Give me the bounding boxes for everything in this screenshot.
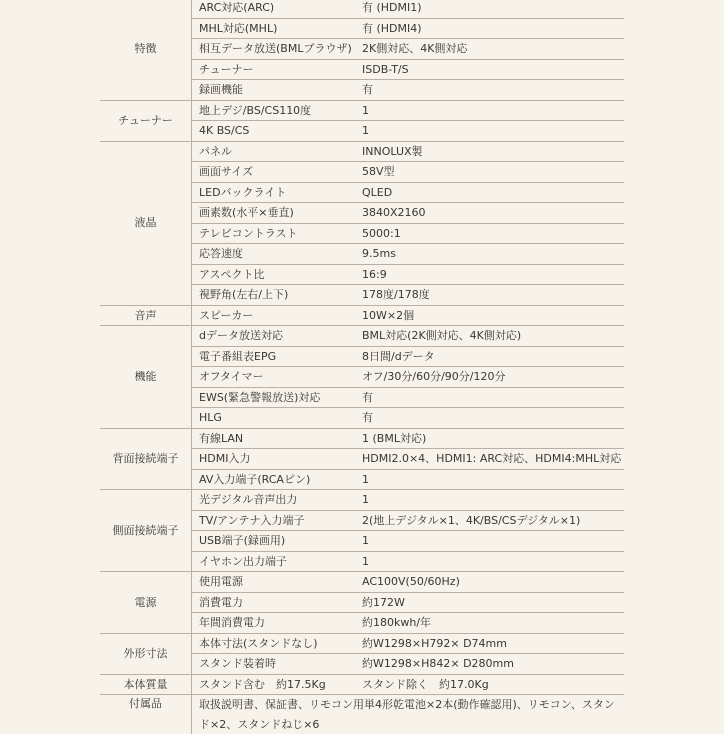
spec-item-label: dデータ放送対応 [192, 326, 363, 347]
spec-item-value: 1 [362, 531, 624, 552]
spec-item-label: 光デジタル音声出力 [192, 490, 363, 511]
spec-row [100, 305, 624, 326]
accessories-value: 取扱説明書、保証書、リモコン用単4形乾電池×2本(動作確認用)、リモコン、スタンド×2、スタンドねじ×6 [192, 695, 625, 734]
spec-item-value: 1 [362, 121, 624, 142]
category-label: 本体質量 [100, 674, 192, 695]
spec-row [100, 572, 624, 593]
spec-item-label: 本体寸法(スタンドなし) [192, 633, 363, 654]
spec-row [100, 326, 624, 347]
spec-item-value: 1 [362, 100, 624, 121]
spec-item-label: 録画機能 [192, 80, 363, 101]
spec-item-label: 地上デジ/BS/CS110度 [192, 100, 363, 121]
spec-item-label: MHL対応(MHL) [192, 18, 363, 39]
spec-item-label: 視野角(左右/上下) [192, 285, 363, 306]
spec-item-label: AV入力端子(RCAピン) [192, 469, 363, 490]
spec-item-value: 2K側対応、4K側対応 [362, 39, 624, 60]
spec-item-value: 有 (HDMI1) [362, 0, 624, 18]
category-label: 電源 [100, 572, 192, 634]
category-label: 外形寸法 [100, 633, 192, 674]
spec-item-label: TV/アンテナ入力端子 [192, 510, 363, 531]
spec-item-label: EWS(緊急警報放送)対応 [192, 387, 363, 408]
spec-row [100, 428, 624, 449]
spec-table-body [100, 0, 624, 734]
spec-item-value: 178度/178度 [362, 285, 624, 306]
spec-item-label: オフタイマー [192, 367, 363, 388]
spec-item-label: テレビコントラスト [192, 223, 363, 244]
spec-item-label: 使用電源 [192, 572, 363, 593]
spec-item-value: 58V型 [362, 162, 624, 183]
spec-item-label: HDMI入力 [192, 449, 363, 470]
category-label: 側面接続端子 [100, 490, 192, 572]
spec-item-label: 有線LAN [192, 428, 363, 449]
category-label: 音声 [100, 305, 192, 326]
spec-item-label: 電子番組表EPG [192, 346, 363, 367]
spec-item-value: 有 [362, 408, 624, 429]
spec-item-label: 年間消費電力 [192, 613, 363, 634]
spec-row [100, 141, 624, 162]
spec-item-value: ISDB-T/S [362, 59, 624, 80]
spec-item-value: 5000:1 [362, 223, 624, 244]
spec-item-label: パネル [192, 141, 363, 162]
spec-item-label: 消費電力 [192, 592, 363, 613]
spec-item-value: 有 [362, 387, 624, 408]
spec-item-value: 約180kwh/年 [362, 613, 624, 634]
category-label: チューナー [100, 100, 192, 141]
spec-item-value: 有 [362, 80, 624, 101]
spec-item-value: 2(地上デジタル×1、4K/BS/CSデジタル×1) [362, 510, 624, 531]
spec-item-label: 画面サイズ [192, 162, 363, 183]
weight-without-stand: スタンド除く 約17.0Kg [362, 674, 624, 695]
category-label: 付属品 [100, 695, 192, 734]
spec-item-value: 1 (BML対応) [362, 428, 624, 449]
spec-item-value: AC100V(50/60Hz) [362, 572, 624, 593]
spec-item-label: 4K BS/CS [192, 121, 363, 142]
spec-item-value: 約172W [362, 592, 624, 613]
spec-item-label: スピーカー [192, 305, 363, 326]
spec-item-value: 10W×2個 [362, 305, 624, 326]
spec-row [100, 633, 624, 654]
spec-item-value: 3840X2160 [362, 203, 624, 224]
spec-item-label: ARC対応(ARC) [192, 0, 363, 18]
spec-item-value: 8日間/dデータ [362, 346, 624, 367]
spec-item-label: イヤホン出力端子 [192, 551, 363, 572]
category-label: 機能 [100, 326, 192, 429]
spec-item-value: 有 (HDMI4) [362, 18, 624, 39]
weight-with-stand: スタンド含む 約17.5Kg [192, 674, 363, 695]
spec-item-label: 相互データ放送(BMLブラウザ) [192, 39, 363, 60]
spec-item-value: INNOLUX製 [362, 141, 624, 162]
spec-item-label: スタンド装着時 [192, 654, 363, 675]
spec-item-label: HLG [192, 408, 363, 429]
spec-item-label: 画素数(水平×垂直) [192, 203, 363, 224]
spec-item-value: 1 [362, 469, 624, 490]
spec-item-value: BML対応(2K側対応、4K側対応) [362, 326, 624, 347]
spec-item-label: USB端子(録画用) [192, 531, 363, 552]
category-label: 液晶 [100, 141, 192, 305]
weight-row [100, 674, 624, 695]
spec-row [100, 100, 624, 121]
spec-item-value: 1 [362, 490, 624, 511]
spec-item-value: 16:9 [362, 264, 624, 285]
spec-item-label: チューナー [192, 59, 363, 80]
spec-item-value: オフ/30分/60分/90分/120分 [362, 367, 624, 388]
spec-item-value: 9.5ms [362, 244, 624, 265]
spec-item-label: 応答速度 [192, 244, 363, 265]
spec-item-label: アスペクト比 [192, 264, 363, 285]
spec-item-value: 約W1298×H792× D74mm [362, 633, 624, 654]
spec-item-value: 1 [362, 551, 624, 572]
spec-item-value: QLED [362, 182, 624, 203]
category-label: 特徴 [100, 0, 192, 100]
spec-row [100, 490, 624, 511]
spec-table [100, 0, 624, 734]
category-label: 背面接続端子 [100, 428, 192, 490]
spec-item-label: LEDバックライト [192, 182, 363, 203]
accessories-row [100, 695, 624, 734]
spec-row [100, 0, 624, 18]
spec-item-value: HDMI2.0×4、HDMI1: ARC対応、HDMI4:MHL対応 [362, 449, 624, 470]
spec-item-value: 約W1298×H842× D280mm [362, 654, 624, 675]
